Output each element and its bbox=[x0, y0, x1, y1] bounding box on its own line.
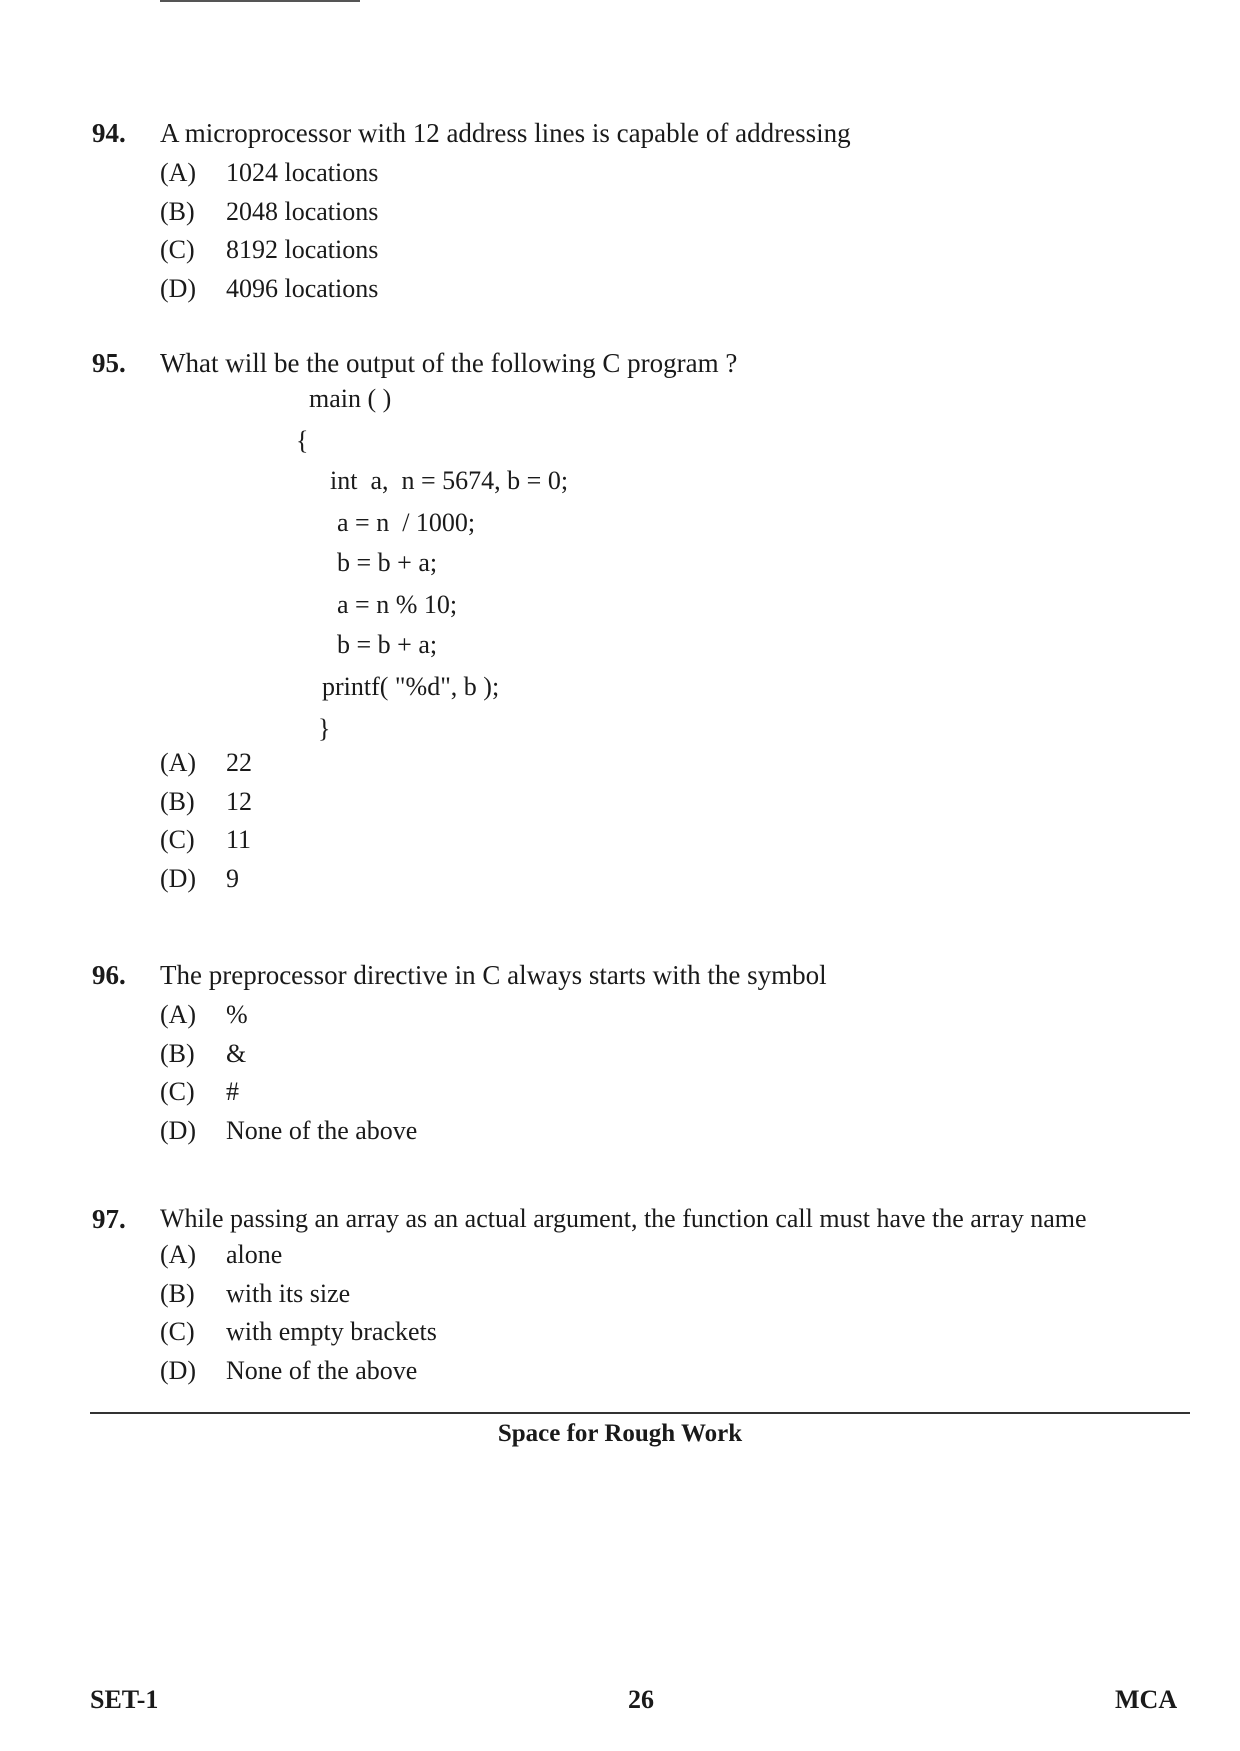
question-number: 96. bbox=[92, 960, 126, 990]
question-text: What will be the output of the following C program ? bbox=[160, 348, 738, 378]
option-a: (A) 22 bbox=[160, 748, 252, 777]
options-list bbox=[160, 154, 1182, 308]
option-a: (A) alone bbox=[160, 1240, 283, 1269]
option-d: (D) None of the above bbox=[160, 1115, 418, 1145]
question-text: A microprocessor with 12 address lines is capable of addressing bbox=[160, 118, 851, 148]
option-c: (C) 11 bbox=[160, 825, 252, 854]
question-94 bbox=[92, 116, 1182, 308]
rough-work-heading: Space for Rough Work bbox=[497, 1420, 743, 1447]
question-number: 94. bbox=[92, 118, 126, 148]
option-c: (C) 8192 locations bbox=[160, 235, 379, 264]
question-97 bbox=[92, 1202, 1182, 1390]
code-line: a = n / 1000; bbox=[337, 508, 476, 537]
code-line: printf( "%d", b ); bbox=[322, 672, 500, 701]
code-line: } bbox=[318, 714, 331, 743]
option-a: (A) 1024 locations bbox=[160, 158, 379, 187]
option-d: (D) 4096 locations bbox=[160, 273, 379, 303]
option-d: (D) 9 bbox=[160, 863, 239, 893]
code-line: { bbox=[296, 426, 309, 455]
option-d: (D) None of the above bbox=[160, 1355, 418, 1385]
option-c: (C) # bbox=[160, 1077, 239, 1106]
code-line: int a, n = 5674, b = 0; bbox=[330, 466, 569, 495]
question-text: The preprocessor directive in C always starts with the symbol bbox=[160, 960, 827, 990]
option-b: (B) & bbox=[160, 1038, 247, 1068]
question-96 bbox=[92, 958, 1182, 1150]
page-number: 26 bbox=[628, 1685, 654, 1714]
code-line: b = b + a; bbox=[337, 630, 438, 659]
rough-work-divider bbox=[90, 1412, 1190, 1414]
option-c: (C) with empty brackets bbox=[160, 1317, 437, 1346]
option-a: (A) % bbox=[160, 1000, 248, 1029]
options-list bbox=[160, 744, 1182, 898]
code-line: a = n % 10; bbox=[337, 590, 458, 619]
options-list bbox=[160, 996, 1182, 1150]
footer-subject: MCA bbox=[1115, 1685, 1178, 1714]
question-number: 95. bbox=[92, 348, 126, 378]
question-text: While passing an array as an actual argument, the function call must have the array name bbox=[160, 1204, 1087, 1233]
code-block bbox=[92, 380, 1182, 743]
top-rule bbox=[160, 0, 360, 2]
option-b: (B) 2048 locations bbox=[160, 196, 379, 226]
code-line: main ( ) bbox=[309, 384, 392, 413]
footer-set: SET-1 bbox=[90, 1685, 159, 1714]
question-95 bbox=[92, 346, 1182, 898]
options-list bbox=[160, 1236, 1182, 1390]
code-line: b = b + a; bbox=[337, 548, 438, 577]
option-b: (B) 12 bbox=[160, 786, 252, 816]
option-b: (B) with its size bbox=[160, 1278, 351, 1308]
question-number: 97. bbox=[92, 1204, 126, 1234]
